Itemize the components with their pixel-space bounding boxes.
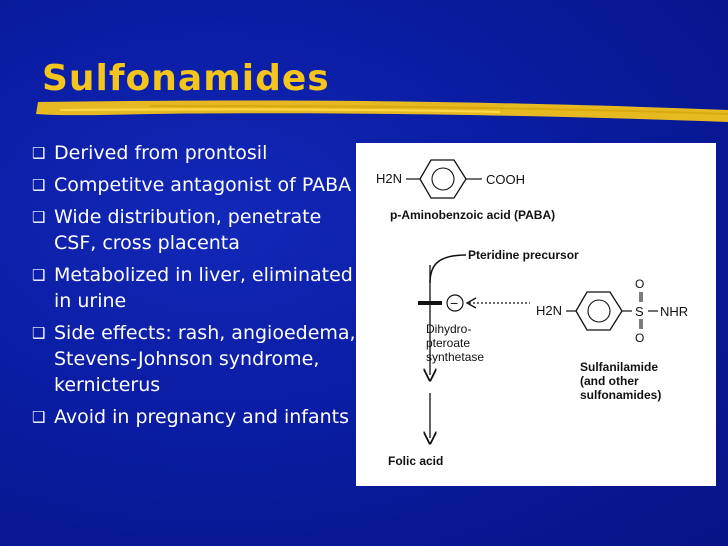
bullet-text: Avoid in pregnancy and infants (54, 406, 349, 428)
pathway-diagram (356, 143, 716, 486)
sulfa-oxygen-top: O (635, 277, 645, 291)
sulfa-oxygen-bottom: O (635, 331, 645, 345)
bullet-text: Derived from prontosil (54, 142, 268, 164)
bullet-text: Side effects: rash, angioedema, Stevens-Johnson syndrome, kernicterus (54, 322, 356, 396)
bullet-text: Metabolized in liver, eliminated in urine (54, 264, 353, 312)
paba-benzene-ring (420, 160, 466, 198)
pteridine-join-curve (430, 255, 466, 283)
pathway-figure (356, 143, 716, 486)
bullet-item (32, 262, 362, 314)
title-area (0, 40, 728, 130)
bullet-item (32, 140, 362, 166)
bullet-text: Competitve antagonist of PABA (54, 174, 352, 196)
bullet-marker-icon: ❑ (32, 266, 46, 284)
bullet-marker-icon: ❑ (32, 208, 46, 226)
paba-name-label: p-Aminobenzoic acid (PABA) (390, 208, 556, 222)
bullet-item (32, 172, 362, 198)
sulfa-name-line-1: Sulfanilamide (580, 360, 659, 374)
bullet-item (32, 204, 362, 256)
sulfa-benzene-ring (576, 292, 622, 330)
sulfa-name-line-3: sulfonamides) (580, 388, 662, 402)
sulfa-name-line-2: (and other (580, 374, 639, 388)
bullet-marker-icon: ❑ (32, 176, 46, 194)
sulfa-nhr-label: NHR (660, 304, 689, 319)
bullet-item (32, 404, 362, 430)
bullet-item (32, 320, 362, 398)
bullet-list (32, 140, 362, 436)
bullet-marker-icon: ❑ (32, 408, 46, 426)
enzyme-label-line-3: synthetase (426, 350, 485, 364)
slide-title: Sulfonamides (42, 58, 330, 99)
paba-amine-label: H2N (376, 171, 403, 186)
bullet-marker-icon: ❑ (32, 144, 46, 162)
bullet-text: Wide distribution, penetrate CSF, cross placenta (54, 206, 322, 254)
folic-acid-label: Folic acid (388, 454, 444, 468)
enzyme-label-line-2: pteroate (426, 336, 471, 350)
inhibition-sign: − (450, 295, 459, 311)
sulfa-sulfur-label: S (635, 304, 644, 319)
sulfa-amine-label: H2N (536, 303, 563, 318)
paba-acid-label: COOH (486, 172, 525, 187)
enzyme-label-line-1: Dihydro- (426, 322, 472, 336)
bullet-marker-icon: ❑ (32, 324, 46, 342)
pteridine-label: Pteridine precursor (468, 248, 579, 262)
